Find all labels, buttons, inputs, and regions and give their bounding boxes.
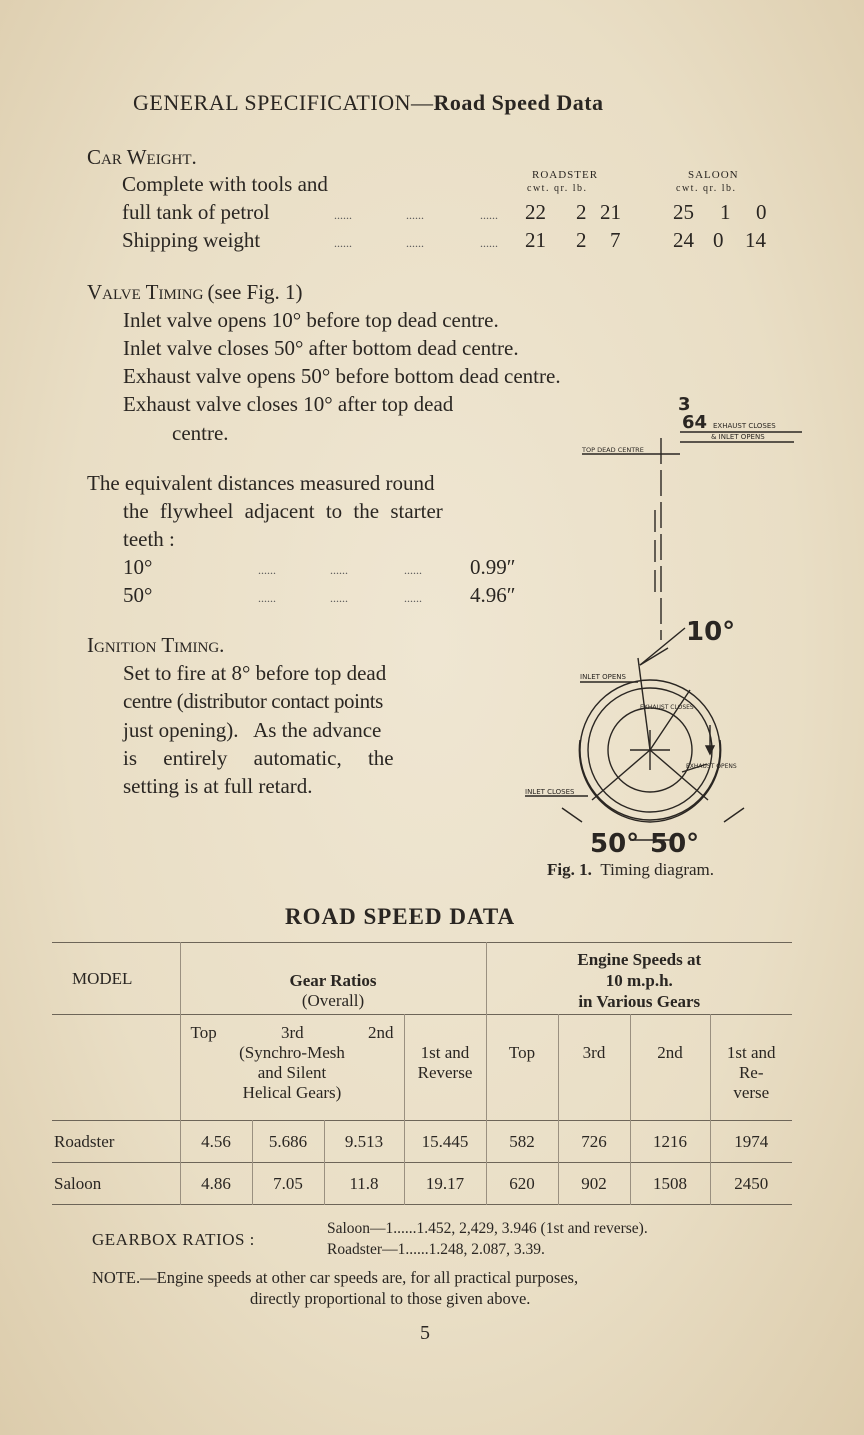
value-cell: 5.686 <box>252 1121 324 1163</box>
timing-diagram <box>520 390 810 860</box>
ignition-line: setting is at full retard. <box>123 774 313 798</box>
page-title <box>133 90 604 116</box>
tdc-label: TOP DEAD CENTRE <box>582 446 644 454</box>
value-cell: 4.86 <box>180 1163 252 1205</box>
col-3rd: 3rd <box>281 1023 304 1042</box>
value-cell: 1508 <box>630 1163 710 1205</box>
leader-dots: ...... <box>480 208 498 222</box>
synchro-line: (Synchro-Mesh <box>239 1043 345 1062</box>
value-cell: 1216 <box>630 1121 710 1163</box>
equivalent-distance: 0.99″ <box>470 555 516 579</box>
exhaust-opens-label: EXHAUST OPENS <box>686 763 737 770</box>
roadster-cwt: 21 <box>525 228 546 252</box>
col-top: Top <box>190 1023 217 1042</box>
model-header: MODEL <box>72 968 133 988</box>
roadster-lb: 7 <box>610 228 621 252</box>
title-plain: GENERAL SPECIFICATION— <box>133 90 434 115</box>
fraction-bottom: 64 <box>682 412 708 433</box>
leader-dots: ...... <box>480 236 498 250</box>
verse-line: verse <box>733 1083 770 1102</box>
leader-dots: ...... <box>334 236 352 250</box>
value-cell: 4.56 <box>180 1121 252 1163</box>
col-2nd: 2nd <box>368 1023 394 1042</box>
engine-col-2nd: 2nd <box>630 1015 710 1121</box>
value-cell: 1974 <box>710 1121 792 1163</box>
road-speed-table <box>52 942 792 1205</box>
value-cell: 15.445 <box>404 1121 486 1163</box>
value-cell: 902 <box>558 1163 630 1205</box>
figure-caption-text: Timing diagram. <box>600 860 715 879</box>
fifty-right-label: 50° <box>650 829 700 859</box>
exhaust-closes-inner-label: EXHAUST CLOSES <box>640 704 694 711</box>
ignition-line: centre (distributor contact points <box>123 689 383 713</box>
leader-dots: ...... <box>404 591 422 605</box>
note-line: NOTE.—Engine speeds at other car speeds are, for all practical purposes, <box>92 1268 579 1287</box>
first-reverse-header <box>404 1015 486 1121</box>
valve-line: Exhaust valve closes 10° after top dead <box>123 392 454 416</box>
fifty-left-label: 50° <box>590 829 640 859</box>
radial-line <box>650 690 690 750</box>
equivalent-line: the flywheel adjacent to the starter <box>123 499 443 523</box>
leader-dots: ...... <box>334 208 352 222</box>
equivalent-angle: 50° <box>123 583 153 607</box>
value-cell: 11.8 <box>324 1163 404 1205</box>
saloon-lb: 14 <box>745 228 766 252</box>
synchro-col-header <box>180 1015 404 1121</box>
saloon-lb: 0 <box>756 200 767 224</box>
ten-degree-label: 10° <box>686 617 736 647</box>
road-speed-title: ROAD SPEED DATA <box>285 904 516 929</box>
radial-line <box>650 750 708 800</box>
leader-dots: ...... <box>404 563 422 577</box>
model-cell: Roadster <box>54 1131 115 1151</box>
leader-dots: ...... <box>330 591 348 605</box>
gear-ratios-sub: (Overall) <box>301 991 365 1010</box>
roadster-units: cwt. qr. lb. <box>527 183 588 194</box>
saloon-cwt: 25 <box>673 200 694 224</box>
value-cell: 7.05 <box>252 1163 324 1205</box>
engine-col-3rd: 3rd <box>558 1015 630 1121</box>
value-cell: 620 <box>486 1163 558 1205</box>
equivalent-line: teeth : <box>123 527 175 551</box>
saloon-qr: 0 <box>713 228 724 252</box>
roadster-qr: 2 <box>576 200 587 224</box>
ten-degree-leader <box>640 628 685 665</box>
arrow-head <box>706 746 714 754</box>
leader-dots: ...... <box>406 236 424 250</box>
gear-ratios-header <box>180 943 486 1015</box>
weight-row2-label: Shipping weight <box>122 228 261 252</box>
valve-heading-text: Valve Timing <box>87 280 204 304</box>
value-cell: 2450 <box>710 1163 792 1205</box>
valve-line: Inlet valve closes 50° after bottom dead centre. <box>123 336 519 360</box>
arrow-right <box>724 808 744 822</box>
saloon-label: SALOON <box>688 169 739 181</box>
silent-line: and Silent <box>257 1063 327 1082</box>
leader-dots: ...... <box>258 563 276 577</box>
leader-dots: ...... <box>330 563 348 577</box>
inlet-opens-label: INLET OPENS <box>580 673 626 681</box>
value-cell: 19.17 <box>404 1163 486 1205</box>
equivalent-distance: 4.96″ <box>470 583 516 607</box>
figure-caption <box>547 860 714 880</box>
saloon-qr: 1 <box>720 200 731 224</box>
value-cell: 9.513 <box>324 1121 404 1163</box>
engine-speeds-header <box>486 943 792 1015</box>
note-line: directly proportional to those given above. <box>250 1289 531 1308</box>
title-bold: Road Speed Data <box>433 90 604 115</box>
ignition-line: just opening). As the advance <box>123 718 382 742</box>
roadster-label: ROADSTER <box>532 169 599 181</box>
weight-row1-line1: Complete with tools and <box>122 172 328 196</box>
inlet-opens-top-label: & INLET OPENS <box>711 433 765 441</box>
ignition-heading: Ignition Timing. <box>87 633 225 657</box>
ignition-line: is entirely automatic, the <box>123 746 394 770</box>
engine-header-line: in Various Gears <box>578 992 701 1011</box>
gearbox-roadster: Roadster—1......1.248, 2.087, 3.39. <box>327 1241 545 1258</box>
roadster-lb: 21 <box>600 200 621 224</box>
saloon-units: cwt. qr. lb. <box>676 183 737 194</box>
engine-header-line: Engine Speeds at <box>577 950 702 969</box>
equivalent-line: The equivalent distances measured round <box>87 471 435 495</box>
re-line: Re- <box>738 1063 764 1082</box>
model-cell: Saloon <box>54 1173 102 1193</box>
arrow-left <box>562 808 582 822</box>
gearbox-label: GEARBOX RATIOS : <box>92 1230 255 1249</box>
valve-heading-suffix: (see Fig. 1) <box>207 280 303 304</box>
engine-header-line: 10 m.p.h. <box>605 971 673 990</box>
valve-timing-heading <box>87 280 303 305</box>
gearbox-saloon: Saloon—1......1.452, 2,429, 3.946 (1st and reverse). <box>327 1220 648 1237</box>
exhaust-closes-label: EXHAUST CLOSES <box>713 422 776 430</box>
roadster-qr: 2 <box>576 228 587 252</box>
leader-dots: ...... <box>406 208 424 222</box>
ignition-line: Set to fire at 8° before top dead <box>123 661 387 685</box>
equivalent-angle: 10° <box>123 555 153 579</box>
figure-caption-bold: Fig. 1. <box>547 860 592 879</box>
fraction-top: 3 <box>678 394 691 415</box>
page-number: 5 <box>420 1322 430 1344</box>
reverse-line: Reverse <box>417 1063 473 1082</box>
valve-line: centre. <box>172 421 229 445</box>
car-weight-heading: Car Weight. <box>87 145 197 169</box>
engine-col-top: Top <box>486 1015 558 1121</box>
radial-line <box>592 750 650 800</box>
saloon-cwt: 24 <box>673 228 694 252</box>
first-line: 1st and <box>420 1043 470 1062</box>
gear-ratios-title: Gear Ratios <box>289 971 377 990</box>
first-line: 1st and <box>726 1043 776 1062</box>
valve-line: Exhaust valve opens 50° before bottom dead centre. <box>123 364 561 388</box>
valve-line: Inlet valve opens 10° before top dead centre. <box>123 308 499 332</box>
leader-dots: ...... <box>258 591 276 605</box>
ten-degree-leader <box>640 648 668 665</box>
roadster-cwt: 22 <box>525 200 546 224</box>
helical-line: Helical Gears) <box>242 1083 342 1102</box>
value-cell: 582 <box>486 1121 558 1163</box>
value-cell: 726 <box>558 1121 630 1163</box>
weight-row1-line2: full tank of petrol <box>122 200 270 224</box>
inlet-closes-label: INLET CLOSES <box>525 788 575 796</box>
engine-col-1st <box>710 1015 792 1121</box>
